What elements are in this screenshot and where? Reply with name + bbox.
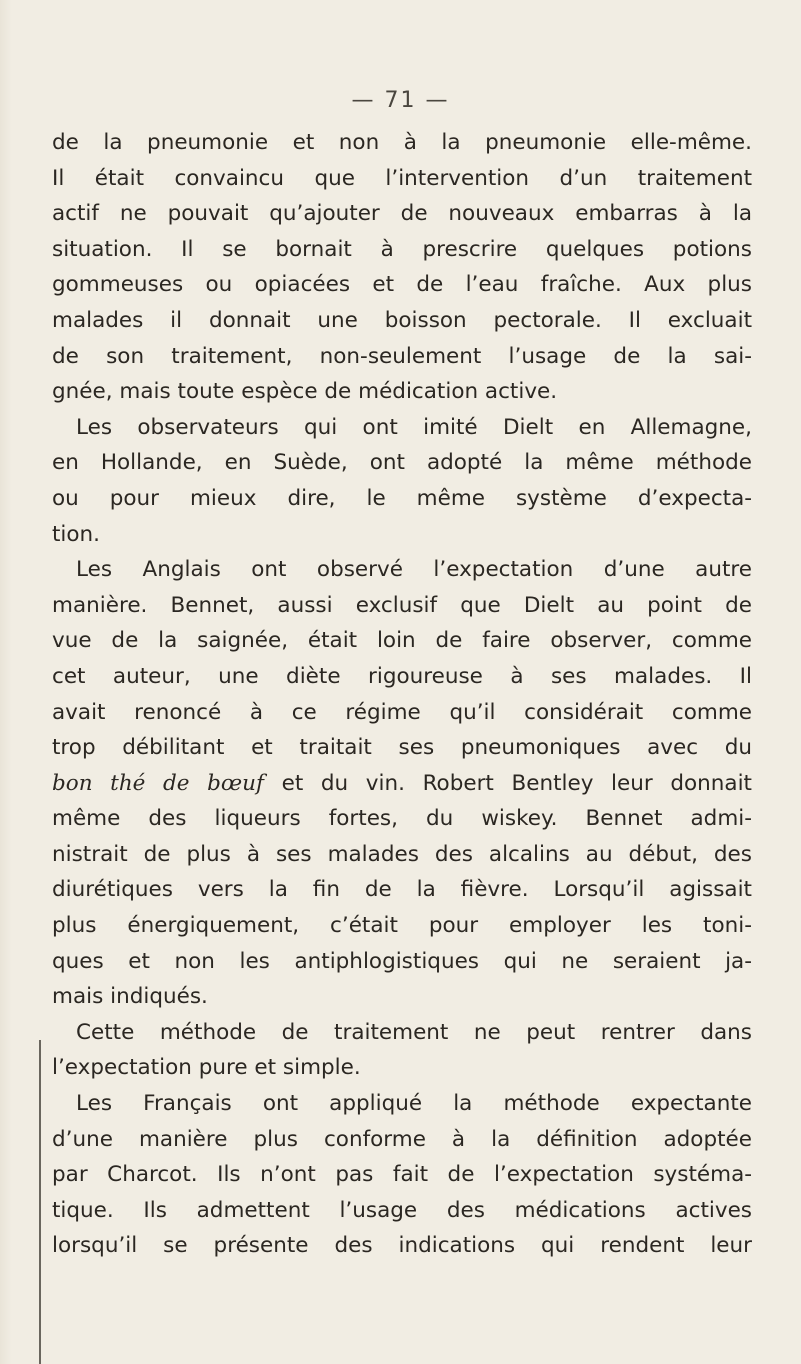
italic-phrase: bon thé de bœuf <box>52 770 264 796</box>
text-line: trop débilitant et traitait ses pneumoniques avec du <box>52 735 752 761</box>
text-line: avait renoncé à ce régime qu’il considérait comme <box>52 699 752 725</box>
text-line: nistrait de plus à ses malades des alcalins au début, des <box>52 841 752 867</box>
body-text <box>52 125 752 1264</box>
text-line: tique. Ils admettent l’usage des médications actives <box>52 1197 752 1223</box>
paragraph-start-line: Les Anglais ont observé l’expectation d’une autre <box>76 557 752 583</box>
paragraph-start-line: Les Français ont appliqué la méthode expectante <box>76 1091 752 1117</box>
text-line: de son traitement, non-seulement l’usage de la sai- <box>52 343 752 369</box>
text-line: ou pour mieux dire, le même système d’expecta- <box>52 485 752 511</box>
page-number: — 71 — <box>351 88 450 113</box>
text-line: même des liqueurs fortes, du wiskey. Bennet admi- <box>52 806 752 832</box>
text-line: gommeuses ou opiacées et de l’eau fraîche. Aux plus <box>52 272 752 298</box>
paragraph-start-line: Les observateurs qui ont imité Dielt en Allemagne, <box>76 414 752 440</box>
text-line: lorsqu’il se présente des indications qui rendent leur <box>52 1233 752 1259</box>
text-line: manière. Bennet, aussi exclusif que Dielt au point de <box>52 592 752 618</box>
text-line: gnée, mais toute espèce de médication active. <box>52 379 558 405</box>
text-line: vue de la saignée, était loin de faire observer, comme <box>52 628 752 654</box>
text-line-with-italic <box>52 766 752 802</box>
page-gutter <box>0 0 12 1364</box>
text-line: malades il donnait une boisson pectorale. Il excluait <box>52 307 752 333</box>
text-line-rest: et du vin. Robert Bentley leur donnait <box>263 770 752 796</box>
text-line: Il était convaincu que l’intervention d’un traitement <box>52 165 752 191</box>
text-line: mais indiqués. <box>52 984 208 1010</box>
text-line: d’une manière plus conforme à la définition adoptée <box>52 1126 752 1152</box>
paragraph-start-line: Cette méthode de traitement ne peut rentrer dans <box>76 1019 752 1045</box>
text-line: cet auteur, une diète rigoureuse à ses malades. Il <box>52 663 752 689</box>
text-line: par Charcot. Ils n’ont pas fait de l’expectation systéma- <box>52 1162 752 1188</box>
text-line: de la pneumonie et non à la pneumonie elle-même. <box>52 130 752 155</box>
text-line: situation. Il se bornait à prescrire quelques potions <box>52 236 752 262</box>
binding-edge-line <box>39 1040 41 1364</box>
text-line: actif ne pouvait qu’ajouter de nouveaux embarras à la <box>52 201 752 227</box>
text-line: ques et non les antiphlogistiques qui ne seraient ja- <box>52 948 752 974</box>
text-line: l’expectation pure et simple. <box>52 1055 361 1081</box>
text-line: tion. <box>52 521 101 547</box>
text-line: en Hollande, en Suède, ont adopté la même méthode <box>52 450 752 476</box>
text-line: diurétiques vers la fin de la fièvre. Lorsqu’il agissait <box>52 877 752 903</box>
text-line: plus énergiquement, c’était pour employer les toni- <box>52 913 752 939</box>
